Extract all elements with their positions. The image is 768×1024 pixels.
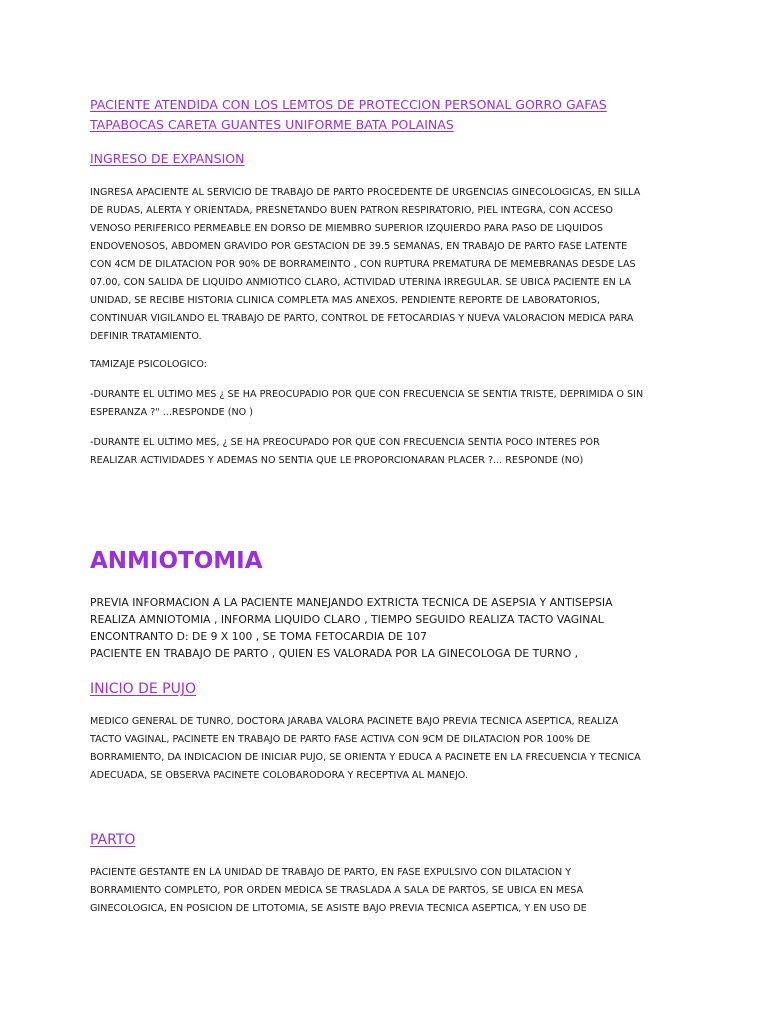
question-1-line: ESPERANZA ?" ...RESPONDE (NO ) [90,407,253,418]
ingreso-line: DE RUDAS, ALERTA Y ORIENTADA, PRESNETANDO BUEN PATRON RESPIRATORIO, PIEL INTEGRA, CON ACCESO [90,205,613,216]
paragraph-anmiotomia [90,594,690,662]
ingreso-line: 07.00, CON SALIDA DE LIQUIDO ANMIOTICO CLARO, ACTIVIDAD UTERINA IRREGULAR. SE UBICA PACIENTE EN LA [90,277,631,288]
ingreso-line: INGRESA APACIENTE AL SERVICIO DE TRABAJO DE PARTO PROCEDENTE DE URGENCIAS GINECOLOGICAS, EN SILLA [90,187,641,198]
heading-anmiotomia: ANMIOTOMIA [90,548,263,574]
question-1-line: -DURANTE EL ULTIMO MES ¿ SE HA PREOCUPADIO POR QUE CON FRECUENCIA SE SENTIA TRISTE, DEPRIMIDA O SIN [90,389,644,400]
pujo-line: BORRAMIENTO, DA INDICACION DE INICIAR PUJO, SE ORIENTA Y EDUCA A PACINETE EN LA FRECUENCIA Y TECNICA [90,752,641,763]
document-title [90,95,690,135]
ingreso-line: DEFINIR TRATAMIENTO. [90,331,202,342]
pujo-line: TACTO VAGINAL, PACINETE EN TRABAJO DE PARTO FASE ACTIVA CON 9CM DE DILATACION POR 100% DE [90,734,591,745]
heading-pujo: INICIO DE PUJO [90,681,197,697]
ingreso-line: VENOSO PERIFERICO PERMEABLE EN DORSO DE MIEMBRO SUPERIOR IZQUIERDO PARA PASO DE LIQUIDOS [90,223,603,234]
question-2-line: REALIZAR ACTIVIDADES Y ADEMAS NO SENTIA QUE LE PROPORCIONARAN PLACER ?... RESPONDE (NO) [90,455,584,466]
anmiotomia-line: PREVIA INFORMACION A LA PACIENTE MANEJANDO EXTRICTA TECNICA DE ASEPSIA Y ANTISEPSIA [90,596,613,609]
paragraph-pujo [90,713,690,785]
tamizaje-label: TAMIZAJE PSICOLOGICO: [90,359,207,370]
anmiotomia-line: REALIZA AMNIOTOMIA , INFORMA LIQUIDO CLARO , TIEMPO SEGUIDO REALIZA TACTO VAGINAL [90,613,604,626]
heading-parto: PARTO [90,832,136,848]
question-2 [90,434,690,470]
parto-line: PACIENTE GESTANTE EN LA UNIDAD DE TRABAJO DE PARTO, EN FASE EXPULSIVO CON DILATACION Y [90,867,572,878]
pujo-line: ADECUADA, SE OBSERVA PACINETE COLOBARODORA Y RECEPTIVA AL MANEJO. [90,770,469,781]
pujo-line: MEDICO GENERAL DE TUNRO, DOCTORA JARABA VALORA PACINETE BAJO PREVIA TECNICA ASEPTICA, REALIZA [90,716,619,727]
ingreso-line: CON 4CM DE DILATACION POR 90% DE BORRAMEINTO , CON RUPTURA PREMATURA DE MEMEBRANAS DESDE LAS [90,259,636,270]
paragraph-parto [90,864,690,918]
title-line-1: PACIENTE ATENDIDA CON LOS LEMTOS DE PROTECCION PERSONAL GORRO GAFAS [90,97,607,112]
ingreso-line: CONTINUAR VIGILANDO EL TRABAJO DE PARTO, CONTROL DE FETOCARDIAS Y NUEVA VALORACION MEDICA PARA [90,313,634,324]
parto-line: BORRAMIENTO COMPLETO, POR ORDEN MEDICA SE TRASLADA A SALA DE PARTOS, SE UBICA EN MESA [90,885,584,896]
ingreso-line: ENDOVENOSOS, ABDOMEN GRAVIDO POR GESTACION DE 39.5 SEMANAS, EN TRABAJO DE PARTO FASE LATENTE [90,241,628,252]
question-1 [90,386,690,422]
paragraph-ingreso [90,184,690,346]
parto-line: GINECOLOGICA, EN POSICION DE LITOTOMIA, SE ASISTE BAJO PREVIA TECNICA ASEPTICA, Y EN USO DE [90,903,587,914]
anmiotomia-line: ENCONTRANTO D: DE 9 X 100 , SE TOMA FETOCARDIA DE 107 [90,630,428,643]
anmiotomia-line: PACIENTE EN TRABAJO DE PARTO , QUIEN ES VALORADA POR LA GINECOLOGA DE TURNO , [90,647,579,660]
heading-ingreso: INGRESO DE EXPANSION [90,151,245,166]
title-line-2: TAPABOCAS CARETA GUANTES UNIFORME BATA POLAINAS [90,117,454,132]
ingreso-line: UNIDAD, SE RECIBE HISTORIA CLINICA COMPLETA MAS ANEXOS. PENDIENTE REPORTE DE LABORATORIOS, [90,295,600,306]
question-2-line: -DURANTE EL ULTIMO MES, ¿ SE HA PREOCUPADO POR QUE CON FRECUENCIA SENTIA POCO INTERES POR [90,437,600,448]
